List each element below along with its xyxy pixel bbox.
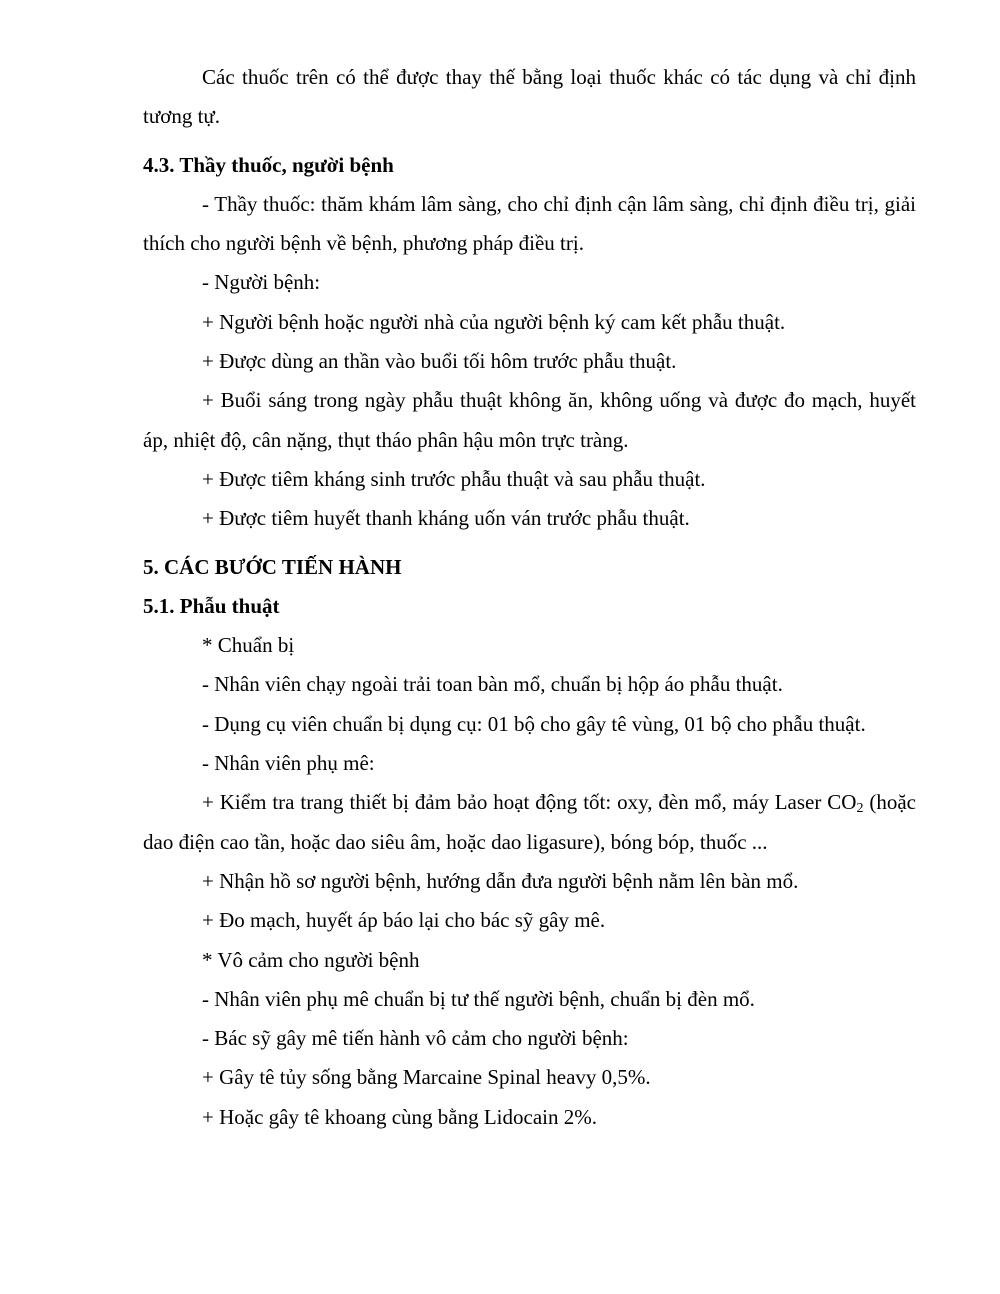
preparation-item: - Nhân viên chạy ngoài trải toan bàn mổ, chuẩn bị hộp áo phẫu thuật. [202,672,783,697]
intro-paragraph: Các thuốc trên có thể được thay thế bằng loại thuốc khác có tác dụng và chỉ định tương tự. [143,65,916,129]
anesthesia-item: + Hoặc gây tê khoang cùng bằng Lidocain 2%. [202,1104,597,1129]
co2-subscript: 2 [856,801,864,817]
patient-item: + Được dùng an thần vào buổi tối hôm trước phẫu thuật. [202,349,677,374]
patient-item: + Buổi sáng trong ngày phẫu thuật không ăn, không uống và được đo mạch, huyết áp, nhiệt độ, cân nặng, thụt tháo phân hậu môn trực tràng. [143,388,916,452]
patient-label: - Người bệnh: [202,270,321,295]
equipment-check-suffix: (hoặc dao điện cao tần, hoặc dao siêu âm, hoặc dao ligasure), bóng bóp, thuốc ... [143,790,917,854]
equipment-check-prefix: + Kiểm tra trang thiết bị đảm bảo hoạt động tốt: oxy, đèn mổ, máy Laser CO [202,790,857,815]
patient-item: + Được tiêm kháng sinh trước phẫu thuật và sau phẫu thuật. [202,466,706,491]
patient-item: + Được tiêm huyết thanh kháng uốn ván trước phẫu thuật. [202,506,690,531]
patient-item: + Người bệnh hoặc người nhà của người bệnh ký cam kết phẫu thuật. [202,309,786,334]
anesthesia-label: * Vô cảm cho người bệnh [202,947,420,972]
assistant-item: + Nhận hồ sơ người bệnh, hướng dẫn đưa người bệnh nằm lên bàn mổ. [202,868,799,893]
assistant-item: + Đo mạch, huyết áp báo lại cho bác sỹ gây mê. [202,908,606,933]
equipment-check-item [143,783,916,862]
physician-paragraph: - Thầy thuốc: thăm khám lâm sàng, cho chỉ định cận lâm sàng, chỉ định điều trị, giải thích cho người bệnh về bệnh, phương pháp điều trị. [143,191,916,256]
heading-5-1: 5.1. Phẫu thuật [143,593,280,618]
anesthesia-item: - Nhân viên phụ mê chuẩn bị tư thế người bệnh, chuẩn bị đèn mổ. [202,986,755,1011]
anesthesia-item: - Bác sỹ gây mê tiến hành vô cảm cho người bệnh: [202,1026,629,1051]
preparation-label: * Chuẩn bị [202,633,295,658]
anesthesia-item: + Gây tê tủy sống bằng Marcaine Spinal heavy 0,5%. [202,1065,651,1090]
preparation-item: - Nhân viên phụ mê: [202,751,375,776]
heading-4-3: 4.3. Thầy thuốc, người bệnh [143,152,394,177]
heading-5: 5. CÁC BƯỚC TIẾN HÀNH [143,554,402,579]
document-page [143,58,916,1137]
preparation-item: - Dụng cụ viên chuẩn bị dụng cụ: 01 bộ cho gây tê vùng, 01 bộ cho phẫu thuật. [202,711,866,736]
